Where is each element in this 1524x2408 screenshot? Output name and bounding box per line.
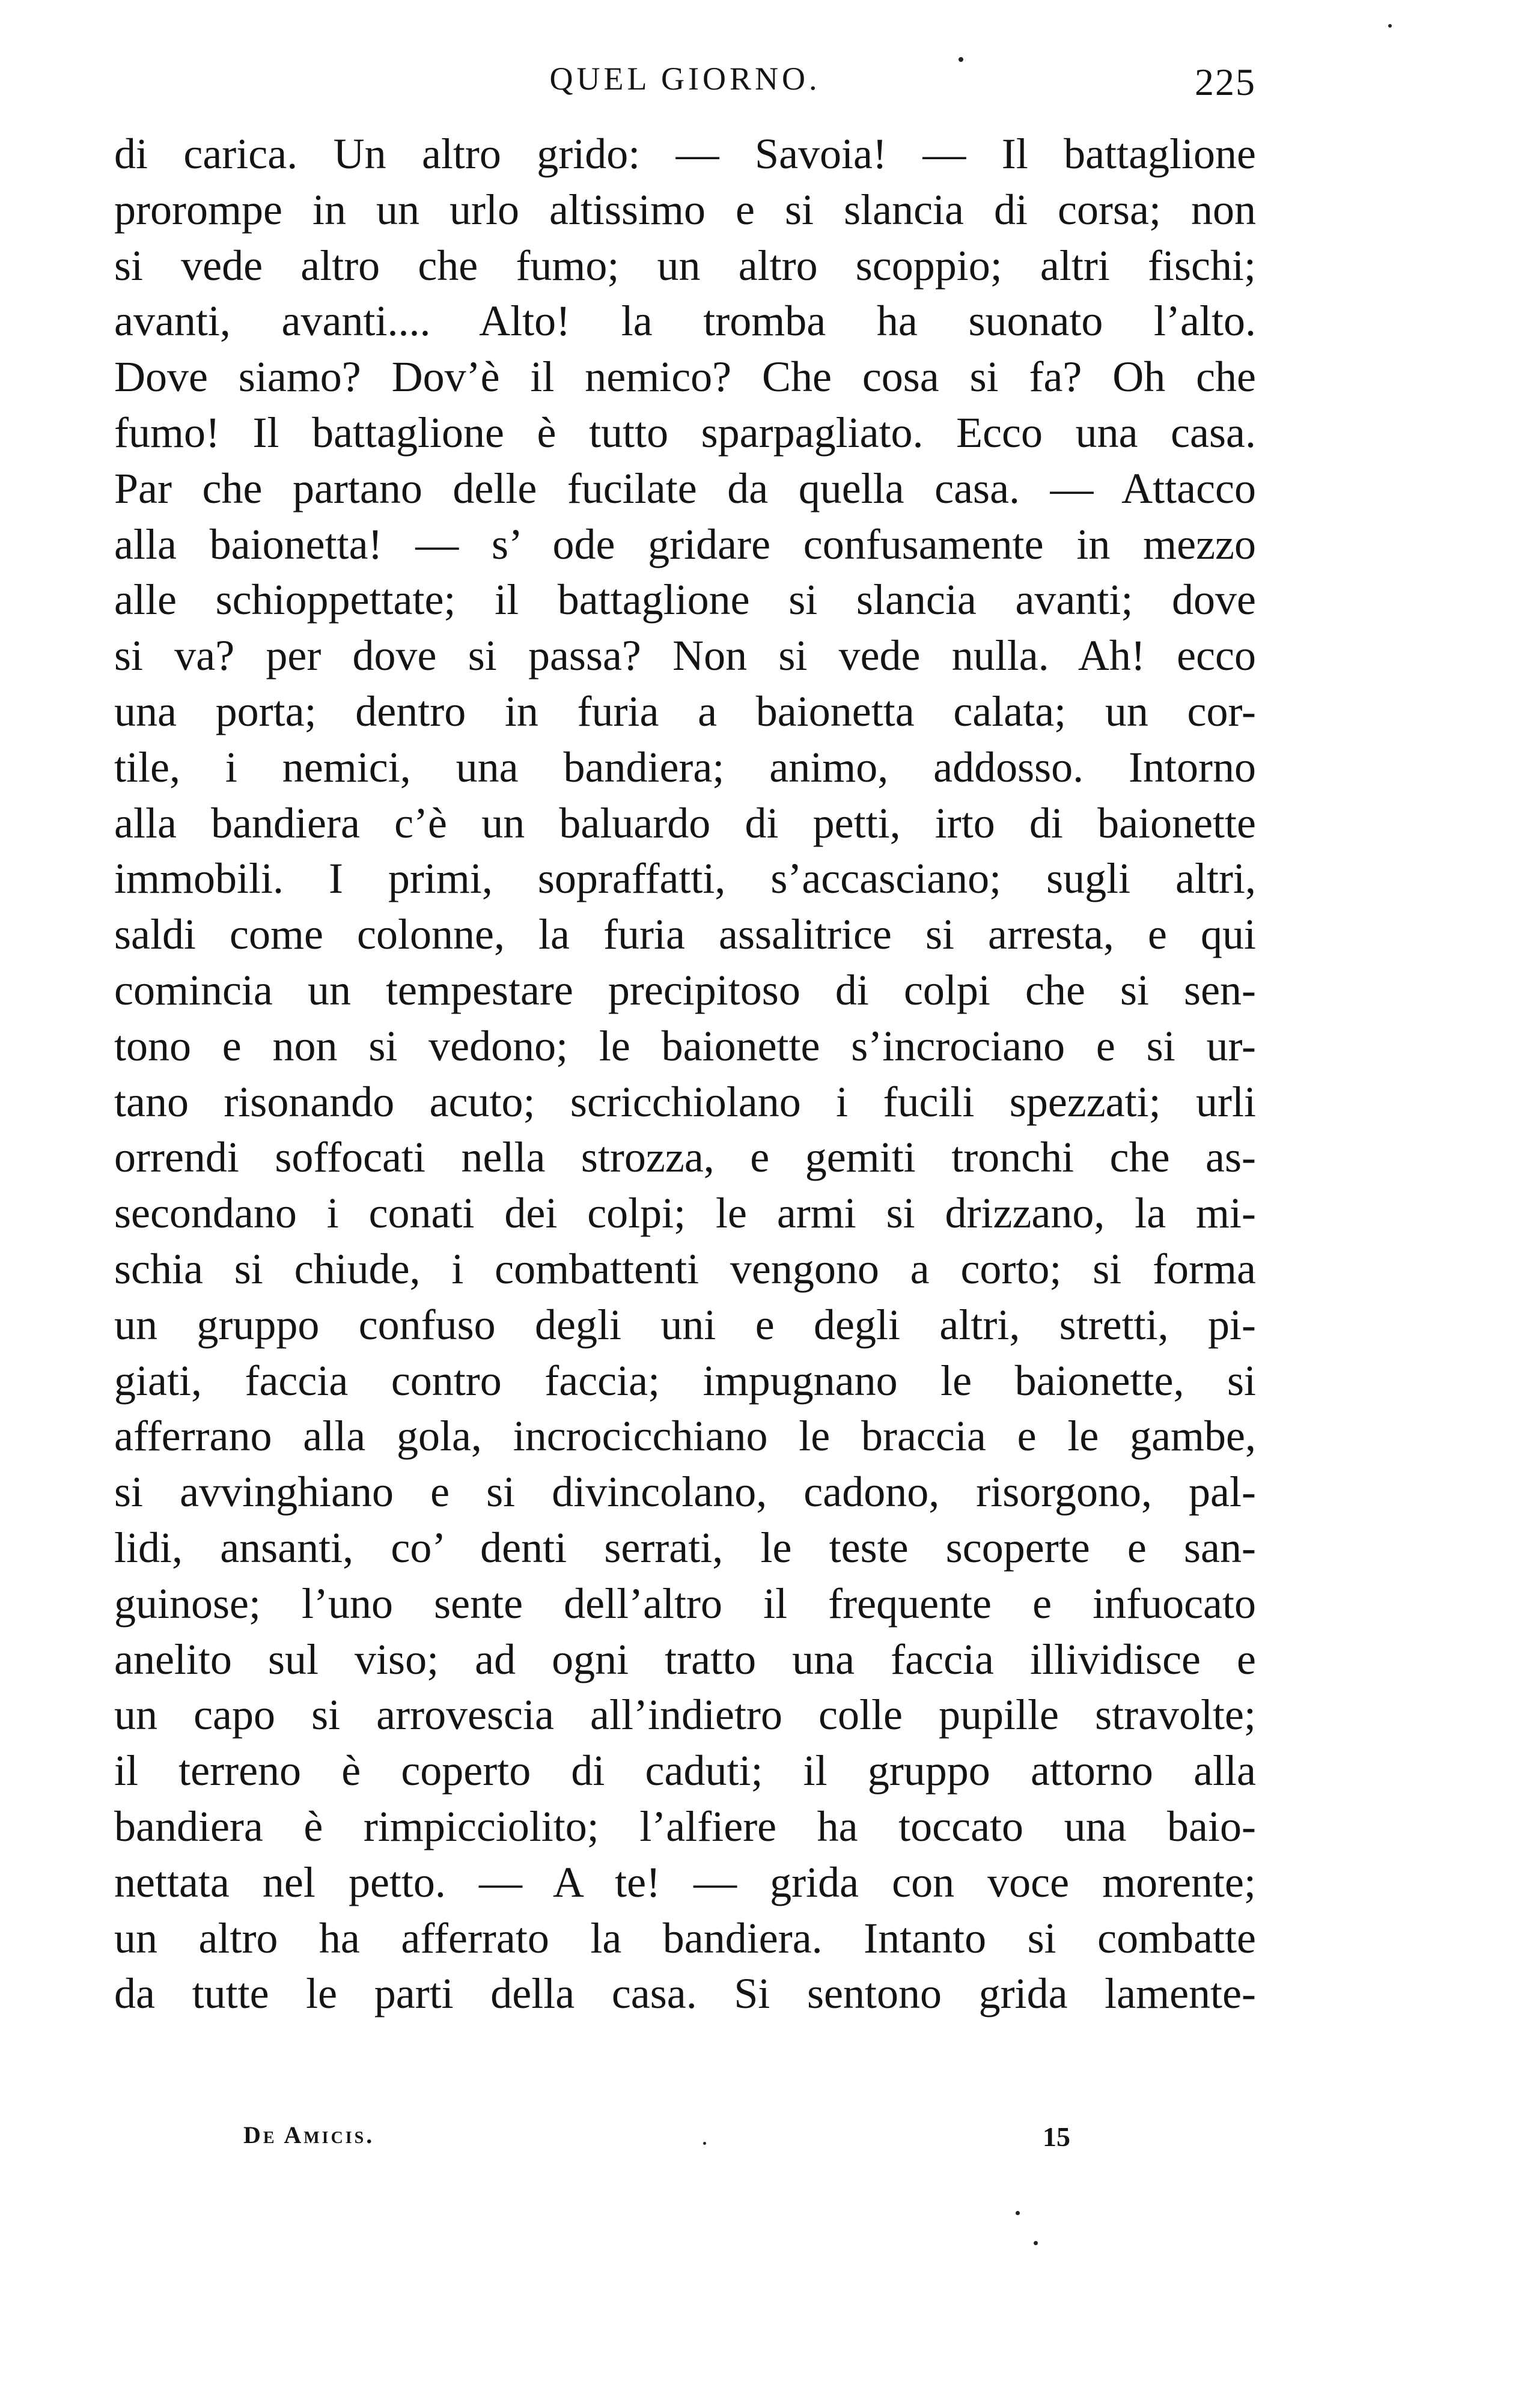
text-line: fumo! Il battaglione è tutto sparpagliato. Ecco una casa.: [114, 408, 1256, 457]
text-line: lidi, ansanti, co’ denti serrati, le teste scoperte e san-: [114, 1523, 1256, 1572]
text-line: immobili. I primi, sopraffatti, s’accasciano; sugli altri,: [114, 854, 1256, 903]
text-line: prorompe in un urlo altissimo e si slancia di corsa; non: [114, 185, 1256, 234]
text-line: alla baionetta! — s’ ode gridare confusamente in mezzo: [114, 520, 1256, 568]
text-line: una porta; dentro in furia a baionetta calata; un cor-: [114, 687, 1256, 735]
text-line: anelito sul viso; ad ogni tratto una faccia illividisce e: [114, 1635, 1256, 1683]
text-line: giati, faccia contro faccia; impugnano le baionette, si: [114, 1356, 1256, 1405]
text-line: tano risonando acuto; scricchiolano i fucili spezzati; urli: [114, 1077, 1256, 1126]
text-line: Dove siamo? Dov’è il nemico? Che cosa si fa? Oh che: [114, 353, 1256, 401]
text-line: nettata nel petto. — A te! — grida con voce morente;: [114, 1858, 1256, 1906]
text-line: si va? per dove si passa? Non si vede nulla. Ah! ecco: [114, 631, 1256, 680]
text-line: secondano i conati dei colpi; le armi si drizzano, la mi-: [114, 1189, 1256, 1238]
speck: [1016, 2211, 1020, 2215]
speck: [703, 2142, 706, 2145]
text-line: saldi come colonne, la furia assalitrice si arresta, e qui: [114, 910, 1256, 959]
signature-mark: 15: [1043, 2121, 1070, 2152]
text-line: un gruppo confuso degli uni e degli altri, stretti, pi-: [114, 1300, 1256, 1349]
text-line: il terreno è coperto di caduti; il gruppo attorno alla: [114, 1747, 1256, 1795]
text-line: comincia un tempestare precipitoso di colpi che si sen-: [114, 965, 1256, 1014]
text-line: guinose; l’uno sente dell’altro il frequente e infuocato: [114, 1579, 1256, 1628]
speck: [1388, 24, 1392, 28]
text-line: alle schioppettate; il battaglione si slancia avanti; dove: [114, 576, 1256, 624]
text-line: si avvinghiano e si divincolano, cadono, risorgono, pal-: [114, 1468, 1256, 1516]
signature-author: De Amicis.: [243, 2121, 375, 2148]
text-line: afferrano alla gola, incrocicchiano le braccia e le gambe,: [114, 1412, 1256, 1461]
text-line: alla bandiera c’è un baluardo di petti, irto di baionette: [114, 798, 1256, 847]
text-line: Par che partano delle fucilate da quella casa. — Attacco: [114, 464, 1256, 512]
page-number: 225: [1195, 61, 1256, 103]
text-line: di carica. Un altro grido: — Savoia! — Il battaglione: [114, 130, 1256, 178]
text-line: un altro ha afferrato la bandiera. Intanto si combatte: [114, 1914, 1256, 1962]
text-line: orrendi soffocati nella strozza, e gemiti tronchi che as-: [114, 1133, 1256, 1182]
running-title: QUEL GIORNO.: [549, 61, 821, 97]
speck: [1034, 2241, 1038, 2245]
text-line: tono e non si vedono; le baionette s’incrociano e si ur-: [114, 1021, 1256, 1070]
running-head: [114, 48, 1256, 126]
speck: [959, 57, 963, 62]
text-line: si vede altro che fumo; un altro scoppio; altri fischi;: [114, 241, 1256, 290]
text-line: bandiera è rimpicciolito; l’alfiere ha toccato una baio-: [114, 1802, 1256, 1850]
text-line: un capo si arrovescia all’indietro colle pupille stravolte;: [114, 1691, 1256, 1739]
text-line: tile, i nemici, una bandiera; animo, addosso. Intorno: [114, 743, 1256, 791]
text-line: schia si chiude, i combattenti vengono a corto; si forma: [114, 1244, 1256, 1293]
body-text: [114, 126, 1256, 2022]
page-footer: [243, 2115, 1145, 2163]
text-line: da tutte le parti della casa. Si sentono grida lamente-: [114, 1969, 1256, 2018]
text-line: avanti, avanti.... Alto! la tromba ha suonato l’alto.: [114, 297, 1256, 345]
